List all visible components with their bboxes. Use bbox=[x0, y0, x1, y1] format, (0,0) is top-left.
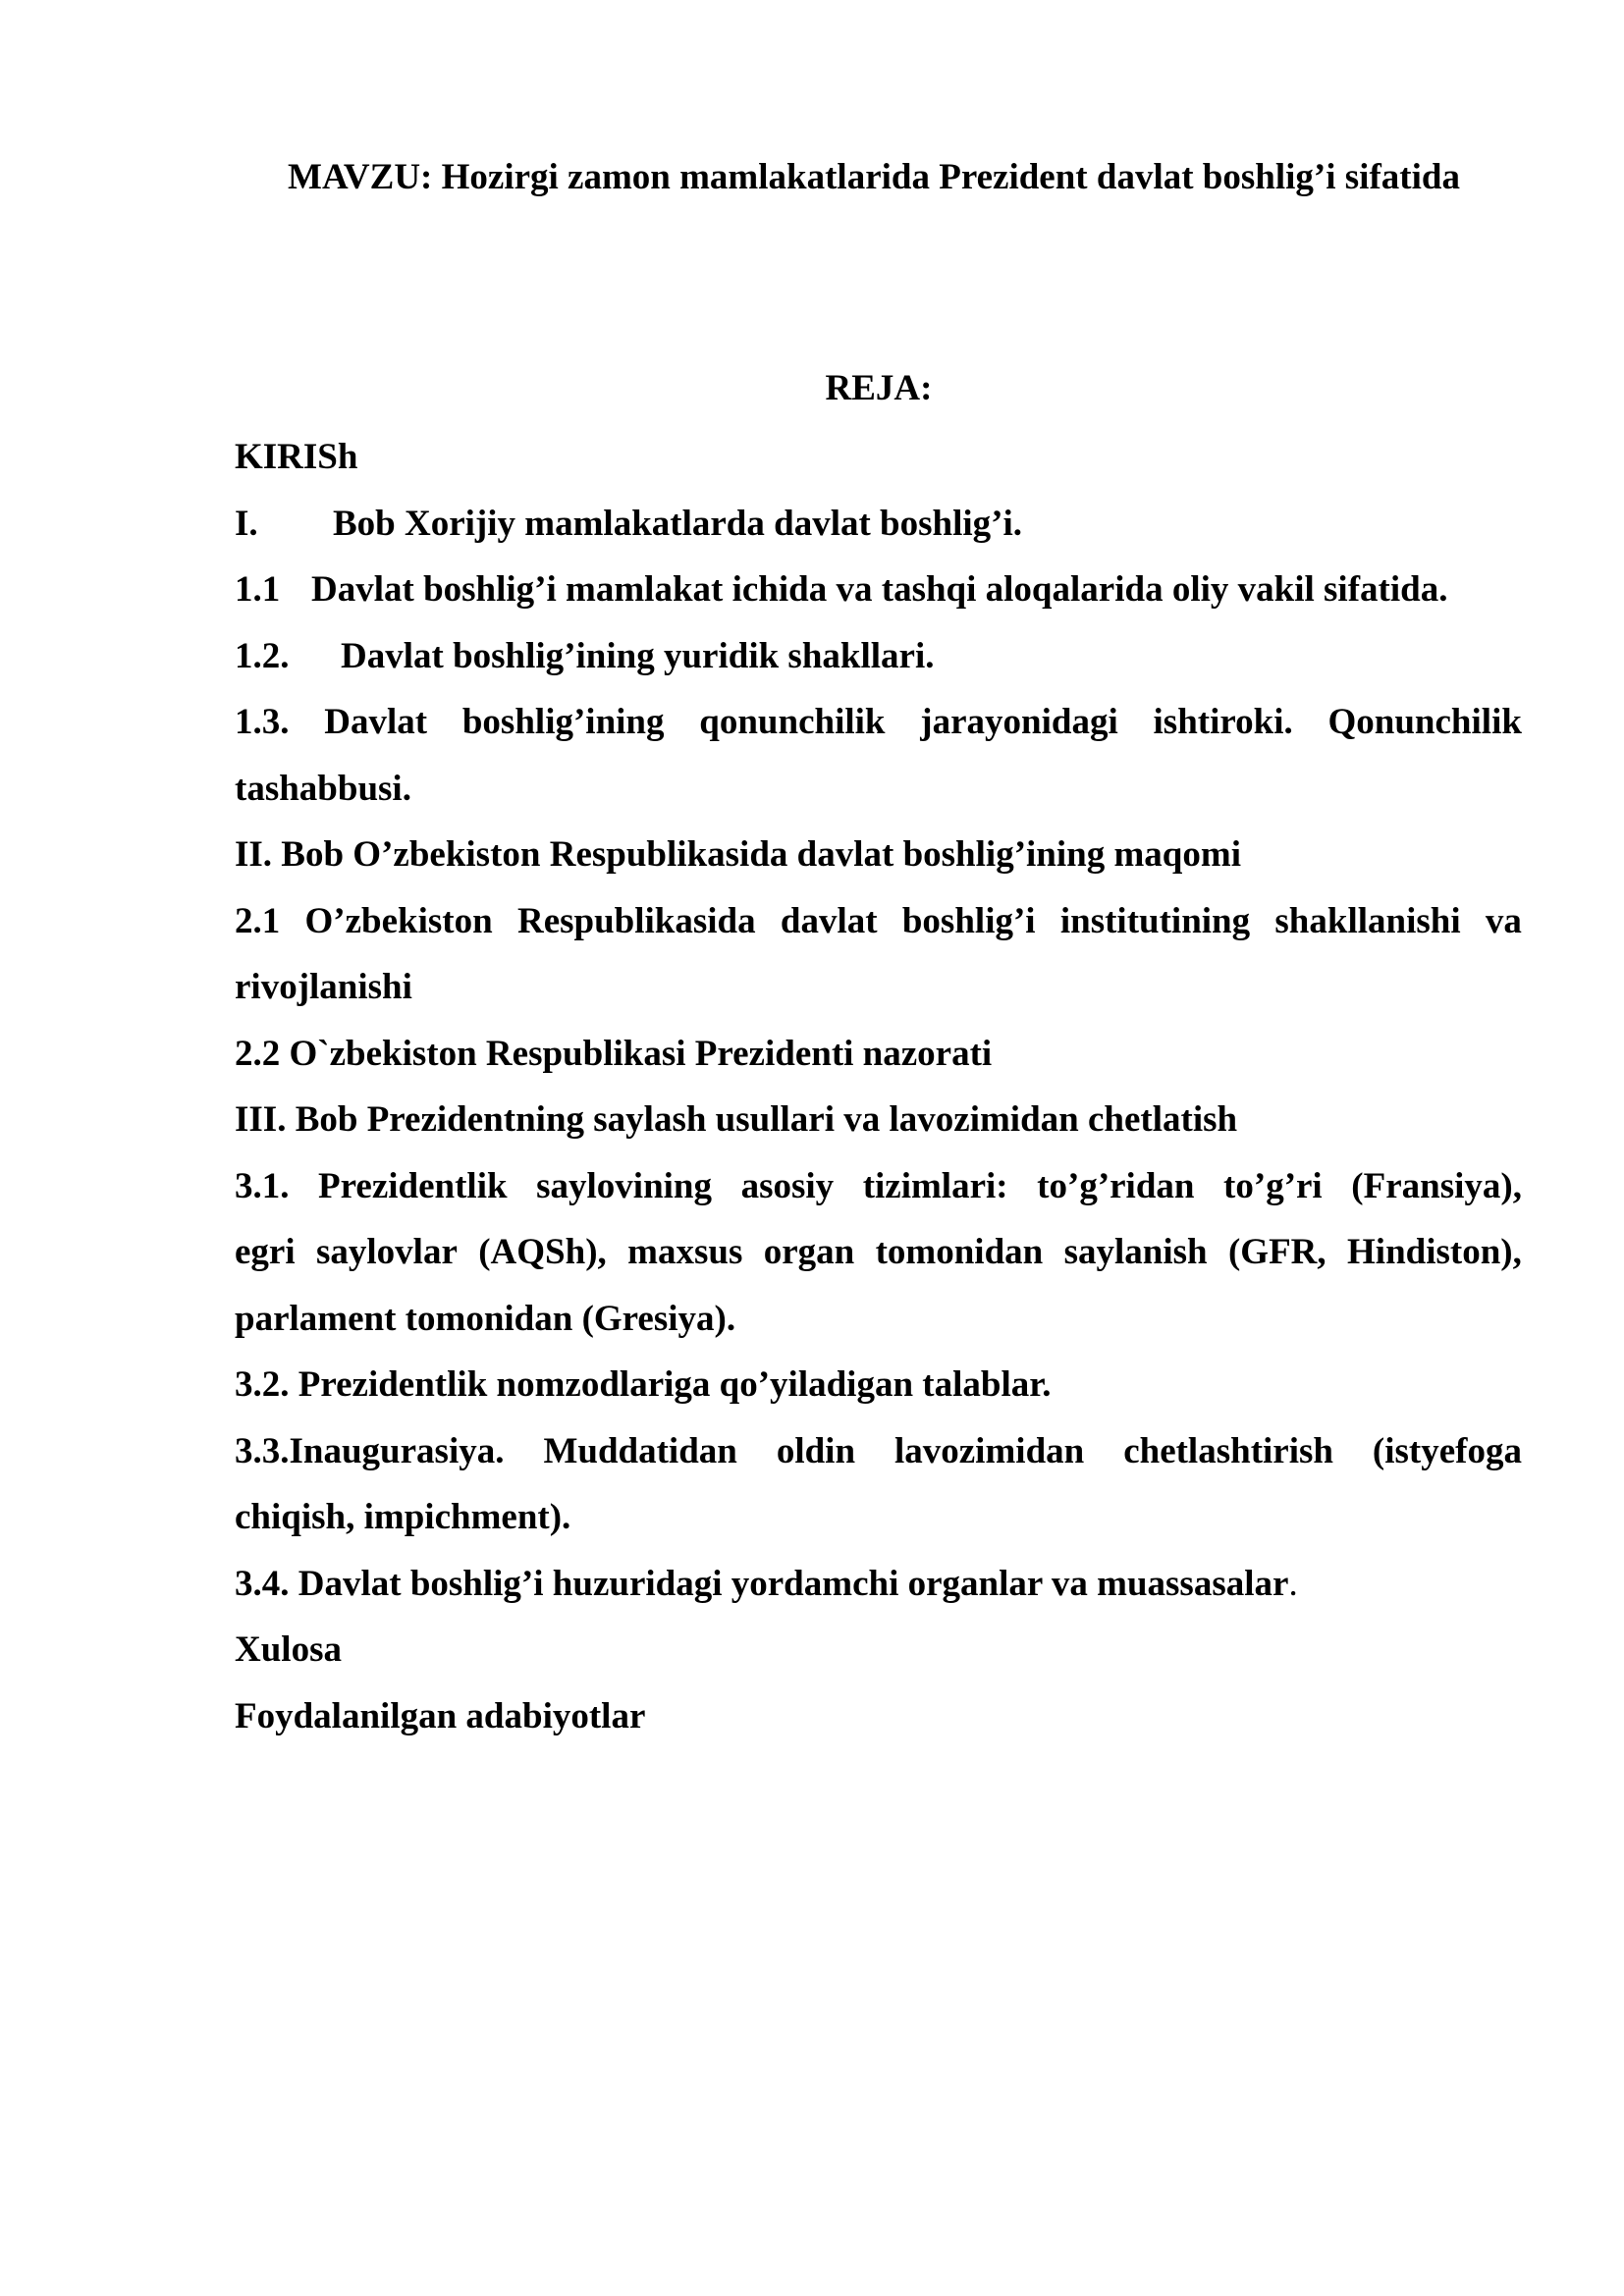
plan-item-2-1-continuation: rivojlanishi bbox=[235, 967, 412, 1007]
word: to’g’ri bbox=[1223, 1165, 1323, 1206]
plan-item-3-1-line-2 bbox=[235, 1219, 1522, 1286]
section-number: 1.2. bbox=[235, 635, 290, 676]
word: saylovining bbox=[536, 1165, 713, 1206]
word: (GFR, bbox=[1227, 1232, 1326, 1272]
word: va bbox=[1485, 900, 1522, 941]
word: saylanish bbox=[1063, 1232, 1208, 1272]
word: Qonunchilik bbox=[1327, 702, 1522, 742]
word: egri bbox=[235, 1232, 296, 1272]
word: oldin bbox=[776, 1430, 856, 1471]
plan-item-3-2: 3.2. Prezidentlik nomzodlariga qo’yiladigan talablar. bbox=[235, 1364, 1052, 1405]
word: saylovlar bbox=[315, 1232, 458, 1272]
word: O’zbekiston bbox=[304, 900, 493, 941]
word: Prezidentlik bbox=[318, 1165, 508, 1206]
word: chetlashtirish bbox=[1123, 1430, 1333, 1471]
word: Davlat bbox=[324, 702, 428, 742]
plan-item-chapter-2: II. Bob O’zbekiston Respublikasida davlat boshlig’ining maqomi bbox=[235, 834, 1241, 875]
word: institutining bbox=[1059, 900, 1251, 941]
section-title: 3.4. Davlat boshlig’i huzuridagi yordamchi organlar va muassasalar bbox=[235, 1563, 1289, 1604]
chapter-title: Bob Xorijiy mamlakatlarda davlat boshlig’i. bbox=[333, 503, 1023, 544]
word: qonunchilik bbox=[699, 702, 886, 742]
word: davlat bbox=[780, 900, 878, 941]
word: jarayonidagi bbox=[920, 702, 1118, 742]
word: boshlig’ining bbox=[461, 702, 665, 742]
plan-item-1-3 bbox=[235, 689, 1522, 756]
word: Respublikasida bbox=[516, 900, 756, 941]
plan-list bbox=[235, 424, 1522, 1749]
plan-item-intro: KIRISh bbox=[235, 437, 358, 477]
word: 3.3.Inaugurasiya. bbox=[235, 1430, 505, 1471]
section-title: Davlat boshlig’ining yuridik shakllari. bbox=[341, 635, 935, 676]
plan-item-chapter-1 bbox=[235, 491, 1522, 558]
word: tomonidan bbox=[875, 1232, 1044, 1272]
trailing-period: . bbox=[1288, 1563, 1298, 1604]
plan-item-1-2 bbox=[235, 623, 1522, 690]
word: 2.1 bbox=[235, 900, 281, 941]
plan-item-chapter-3: III. Bob Prezidentning saylash usullari va lavozimidan chetlatish bbox=[235, 1099, 1238, 1140]
word: (AQSh), bbox=[478, 1232, 607, 1272]
plan-item-3-1-line-1 bbox=[235, 1153, 1522, 1220]
word: ishtiroki. bbox=[1153, 702, 1293, 742]
word: to’g’ridan bbox=[1037, 1165, 1195, 1206]
plan-item-3-1-line-3: parlament tomonidan (Gresiya). bbox=[235, 1298, 736, 1339]
plan-item-references: Foydalanilgan adabiyotlar bbox=[235, 1695, 646, 1736]
chapter-number: I. bbox=[235, 503, 258, 544]
word: 3.1. bbox=[235, 1165, 290, 1206]
plan-item-3-3 bbox=[235, 1418, 1522, 1485]
word: Hindiston), bbox=[1347, 1232, 1522, 1272]
word: boshlig’i bbox=[901, 900, 1036, 941]
section-title: Davlat boshlig’i mamlakat ichida va tashqi aloqalarida oliy vakil sifatida. bbox=[311, 569, 1448, 610]
word: tizimlari: bbox=[862, 1165, 1008, 1206]
plan-item-3-4 bbox=[235, 1551, 1522, 1618]
word: maxsus bbox=[627, 1232, 743, 1272]
plan-heading: REJA: bbox=[825, 368, 933, 408]
word: Muddatidan bbox=[543, 1430, 737, 1471]
word: (istyefoga bbox=[1372, 1430, 1522, 1471]
plan-item-2-1 bbox=[235, 888, 1522, 955]
section-number: 1.3. bbox=[235, 702, 290, 742]
plan-item-conclusion: Xulosa bbox=[235, 1629, 342, 1670]
plan-item-2-2: 2.2 O`zbekiston Respublikasi Prezidenti nazorati bbox=[235, 1033, 993, 1074]
word: asosiy bbox=[740, 1165, 835, 1206]
plan-item-1-3-continuation: tashabbusi. bbox=[235, 768, 411, 809]
section-number: 1.1 bbox=[235, 569, 281, 610]
plan-item-1-1 bbox=[235, 557, 1522, 623]
word: shakllanishi bbox=[1274, 900, 1461, 941]
word: lavozimidan bbox=[893, 1430, 1085, 1471]
word: (Fransiya), bbox=[1351, 1165, 1522, 1206]
word: organ bbox=[763, 1232, 855, 1272]
plan-item-3-3-continuation: chiqish, impichment). bbox=[235, 1497, 571, 1537]
document-title: MAVZU: Hozirgi zamon mamlakatlarida Prezident davlat boshlig’i sifatida bbox=[288, 157, 1460, 197]
